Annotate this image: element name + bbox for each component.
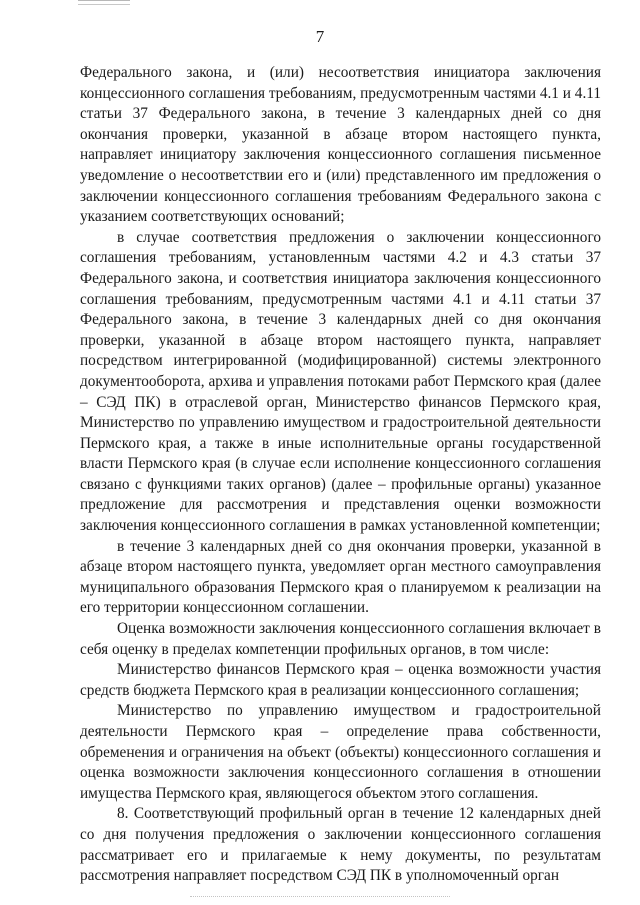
paragraph-ministry-finance: Министерство финансов Пермского края – оценка возможности участия средств бюджета Пермского края в реализации концессионного соглашения;	[80, 661, 601, 699]
paragraph-notify-local-government: в течение 3 календарных дней со дня окончания проверки, указанной в абзаце втором настоящего пункта, уведомляет орган местного самоуправления муниципального образования Пермского края о планируемом к реализации на его территории концессионном соглашении.	[80, 537, 601, 617]
document-body	[80, 63, 601, 887]
paragraph-assessment-intro: Оценка возможности заключения концессионного соглашения включает в себя оценку в пределах компетенции профильных органов, в том числе:	[80, 620, 601, 658]
scan-artifact-top	[78, 0, 130, 5]
paragraph-item-8: 8. Соответствующий профильный орган в течение 12 календарных дней со дня получения предложения о заключении концессионного соглашения рассматривает его и прилагаемые к нему документы, по результатам рассмотрения направляет посредством СЭД ПК в уполномоченный орган	[80, 805, 601, 885]
scan-artifact-bottom	[190, 896, 450, 897]
paragraph-continuation: Федерального закона, и (или) несоответствия инициатора заключения концессионного соглашения требованиям, предусмотренным частями 4.1 и 4.11 статьи 37 Федерального закона, в течение 3 календарных дней со дня окончания проверки, указанной в абзаце втором настоящего пункта, направляет инициатору заключения концессионного соглашения письменное уведомление о несоответствии его и (или) представленного им предложения о заключении концессионного соглашения требованиям Федерального закона с указанием соответствующих оснований;	[80, 64, 601, 226]
page-number: 7	[315, 27, 325, 46]
paragraph-case-compliance: в случае соответствия предложения о заключении концессионного соглашения требованиям, установленным частями 4.2 и 4.3 статьи 37 Федерального закона, и соответствия инициатора заключения концессионного соглашения требованиям, предусмотренным частями 4.1 и 4.11 статьи 37 Федерального закона, в течение 3 календарных дней со дня окончания проверки, указанной в абзаце втором настоящего пункта, направляет посредством интегрированной (модифицированной) системы электронного документооборота, архива и управления потоками работ Пермского края (далее – СЭД ПК) в отраслевой орган, Министерство финансов Пермского края, Министерство по управлению имуществом и градостроительной деятельности Пермского края, а также в иные исполнительные органы государственной власти Пермского края (в случае если исполнение концессионного соглашения связано с функциями таких органов) (далее – профильные органы) указанное предложение для рассмотрения и представления оценки возможности заключения концессионного соглашения в рамках установленной компетенции;	[80, 228, 601, 535]
paragraph-ministry-property: Министерство по управлению имуществом и градостроительной деятельности Пермского края – определение права собственности, обременения и ограничения на объект (объекты) концессионного соглашения и оценка возможности заключения концессионного соглашения в отношении имущества Пермского края, являющегося объектом этого соглашения.	[80, 702, 601, 802]
